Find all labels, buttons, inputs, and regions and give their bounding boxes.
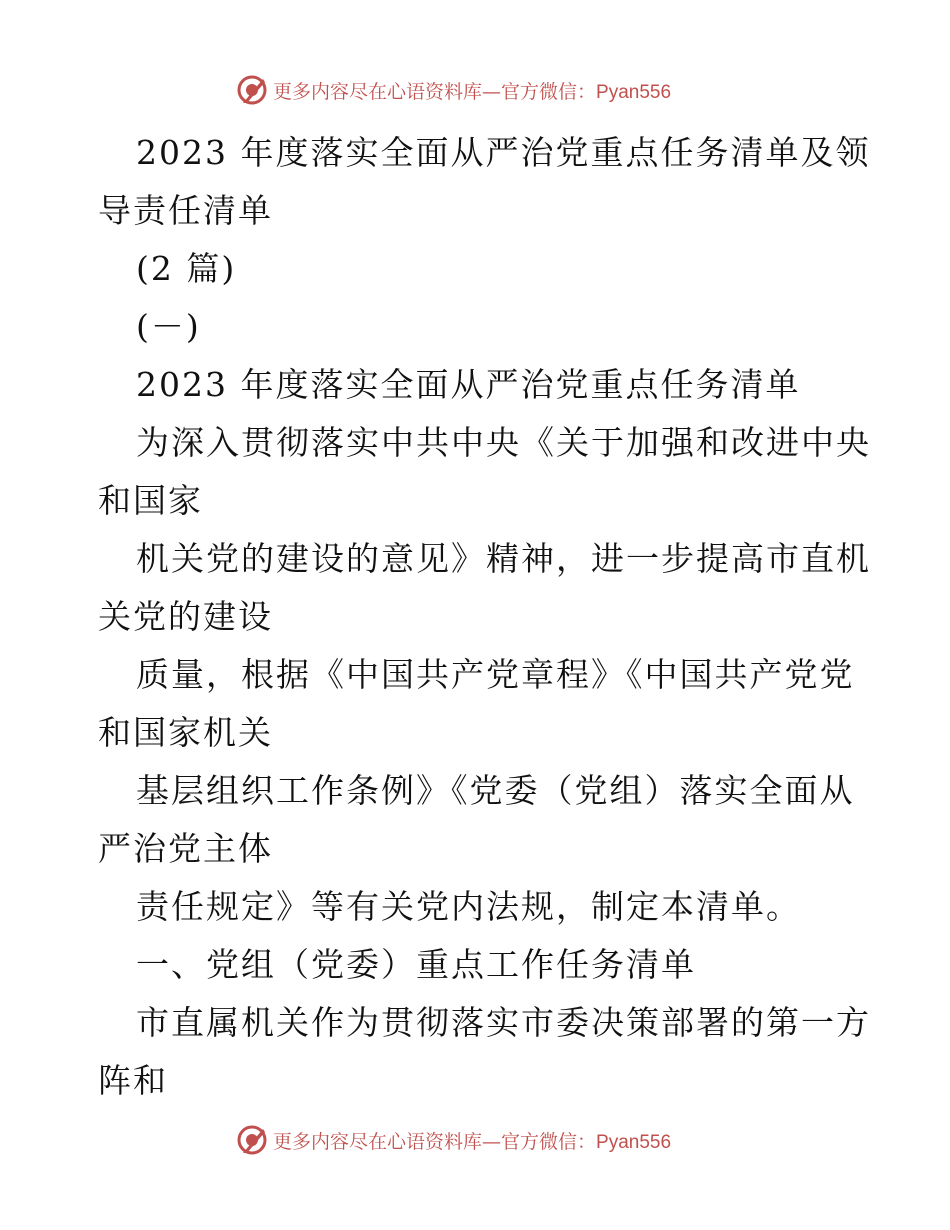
doc-title-line-1: 2023 年度落实全面从严治党重点任务清单及领 (136, 133, 871, 172)
quill-logo-icon (235, 73, 269, 107)
paragraph-line: 阵和 (98, 1061, 168, 1100)
paragraph-line: 机关党的建设的意见》精神，进一步提高市直机 (136, 539, 871, 578)
paragraph-line: 基层组织工作条例》《党委（党组）落实全面从 (136, 771, 855, 810)
watermark-dash: — (482, 80, 502, 103)
paragraph-line: 为深入贯彻落实中共中央《关于加强和改进中央 (136, 423, 871, 462)
paragraph-line: 严治党主体 (98, 829, 273, 868)
doc-section-title: 2023 年度落实全面从严治党重点任务清单 (136, 365, 801, 404)
watermark-wechat-label: 官方微信： (501, 1130, 597, 1153)
paragraph-line: 和国家机关 (98, 713, 273, 752)
heading-line: 一、党组（党委）重点工作任务清单 (136, 945, 696, 984)
paragraph-line: 关党的建设 (98, 597, 273, 636)
doc-subtitle-count: (2 篇) (136, 249, 237, 288)
paragraph-line: 责任规定》等有关党内法规，制定本清单。 (136, 887, 801, 926)
paragraph-line: 市直属机关作为贯彻落实市委决策部署的第一方 (136, 1003, 871, 1042)
quill-logo-icon (235, 1123, 269, 1157)
watermark-wechat-label: 官方微信： (501, 80, 597, 103)
document-body (98, 124, 871, 1110)
watermark-dash: — (482, 1130, 502, 1153)
watermark-footer (235, 1122, 715, 1158)
watermark-wechat-id: Pyan556 (596, 1131, 672, 1153)
paragraph-line: 质量，根据《中国共产党章程》《中国共产党党 (136, 655, 855, 694)
doc-section-marker: (－) (136, 307, 201, 346)
paragraph-line: 和国家 (98, 481, 203, 520)
watermark-header (235, 72, 715, 108)
watermark-site: 更多内容尽在心语资料库 (273, 1130, 483, 1153)
doc-title-line-2: 导责任清单 (98, 191, 273, 230)
watermark-wechat-id: Pyan556 (596, 81, 672, 103)
watermark-site: 更多内容尽在心语资料库 (273, 80, 483, 103)
